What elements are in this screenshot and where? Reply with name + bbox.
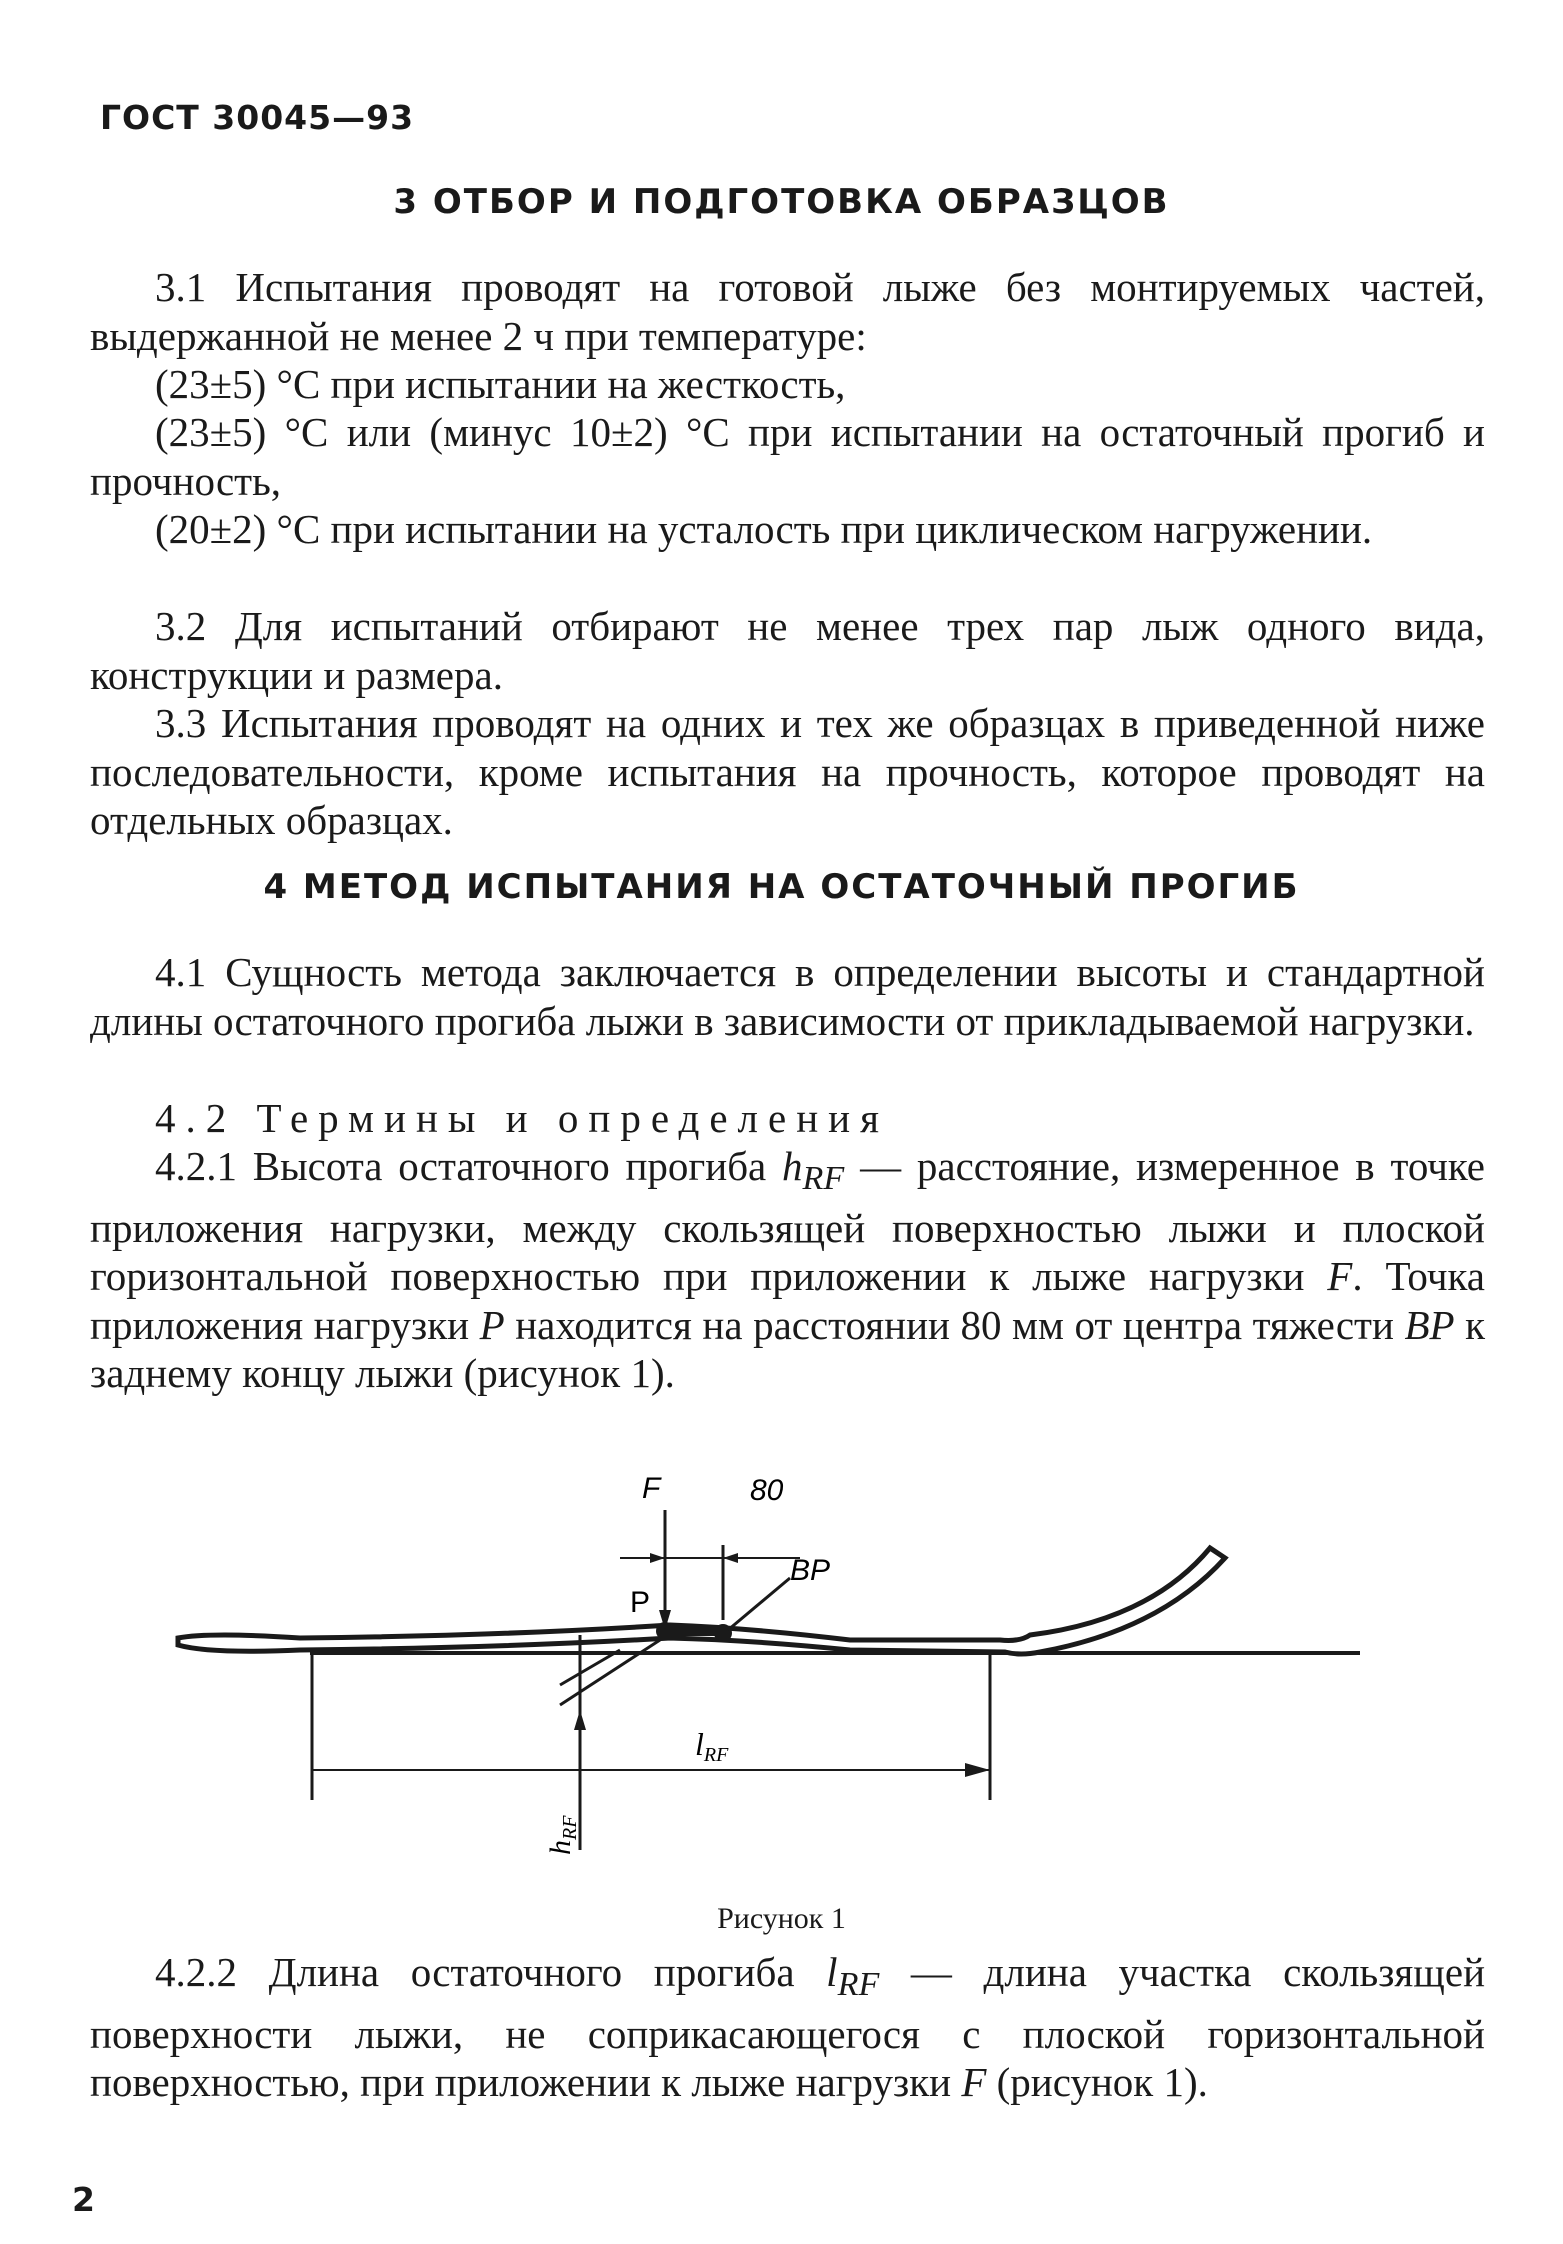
paragraph-3-1-c: (20±2) °С при испытании на усталость при циклическом нагружении. [155, 506, 1373, 552]
label-80: 80 [750, 1474, 784, 1507]
paragraph-3-1-b: (23±5) °С или (минус 10±2) °С при испытании на остаточный прогиб и прочность, [90, 409, 1485, 504]
contact-block [668, 1626, 716, 1636]
standard-code: ГОСТ 30045—93 [100, 98, 415, 137]
paragraph-3-1: 3.1 Испытания проводят на готовой лыже без монтируемых частей, выдержанной не менее 2 ч при температуре: [90, 264, 1485, 359]
paragraph-4-2-2: 4.2.2 Длина остаточного прогиба $l_{RF}$ — длина участка скользящей поверхности лыжи, не соприкасающегося с плоской горизонтальной поверхностью, при приложении к лыже нагрузки F (рисунок 1). [90, 1949, 1486, 2106]
label-h-rf: $h_{RF}$ [544, 1815, 581, 1855]
paragraph-4-1: 4.1 Сущность метода заключается в определении высоты и стандартной длины остаточного прогиба лыжи в зависимости от прикладываемой нагрузки. [90, 949, 1485, 1044]
dim-80-arrow-left [650, 1553, 665, 1563]
paragraph-4-2-heading: 4.2 Термины и определения [155, 1095, 889, 1141]
h-rf-arrow [574, 1710, 586, 1730]
h-rf-tick-bottom [560, 1640, 660, 1705]
center-of-gravity-bp [714, 1624, 732, 1642]
label-f: F [642, 1472, 661, 1505]
section-3-title: 3 ОТБОР И ПОДГОТОВКА ОБРАЗЦОВ [393, 182, 1170, 222]
ski-body [178, 1548, 1225, 1654]
paragraph-4-2-1: 4.2.1 Высота остаточного прогиба $h_{RF}$ — расстояние, измеренное в точке приложения нагрузки, между скользящей поверхностью лыжи и плоской горизонтальной поверхностью при приложении к лыже нагрузки F. Точка приложения нагрузки P находится на расстоянии 80 мм от центра тяжести BP к заднему концу лыжи (рисунок 1). [90, 1143, 1486, 1397]
l-rf-arrow-right [965, 1763, 990, 1777]
section-4-title: 4 МЕТОД ИСПЫТАНИЯ НА ОСТАТОЧНЫЙ ПРОГИБ [263, 867, 1300, 907]
figure-caption: Рисунок 1 [717, 1902, 846, 1935]
bp-leader-line [728, 1578, 790, 1630]
label-p: P [630, 1586, 651, 1619]
label-l-rf: lRF [695, 1726, 729, 1766]
dim-80-arrow-right [723, 1553, 738, 1563]
figure-1-ski-diagram [150, 1470, 1380, 1870]
paragraph-3-1-a: (23±5) °С при испытании на жесткость, [155, 361, 846, 407]
paragraph-3-3: 3.3 Испытания проводят на одних и тех же образцах в приведенной ниже последовательности, кроме испытания на прочность, которое проводят на отдельных образцах. [90, 700, 1485, 843]
h-rf-tick-top [560, 1650, 620, 1685]
label-bp: BP [790, 1554, 831, 1587]
page-number: 2 [72, 2180, 95, 2219]
paragraph-3-2: 3.2 Для испытаний отбирают не менее трех пар лыж одного вида, конструкции и размера. [90, 603, 1485, 698]
